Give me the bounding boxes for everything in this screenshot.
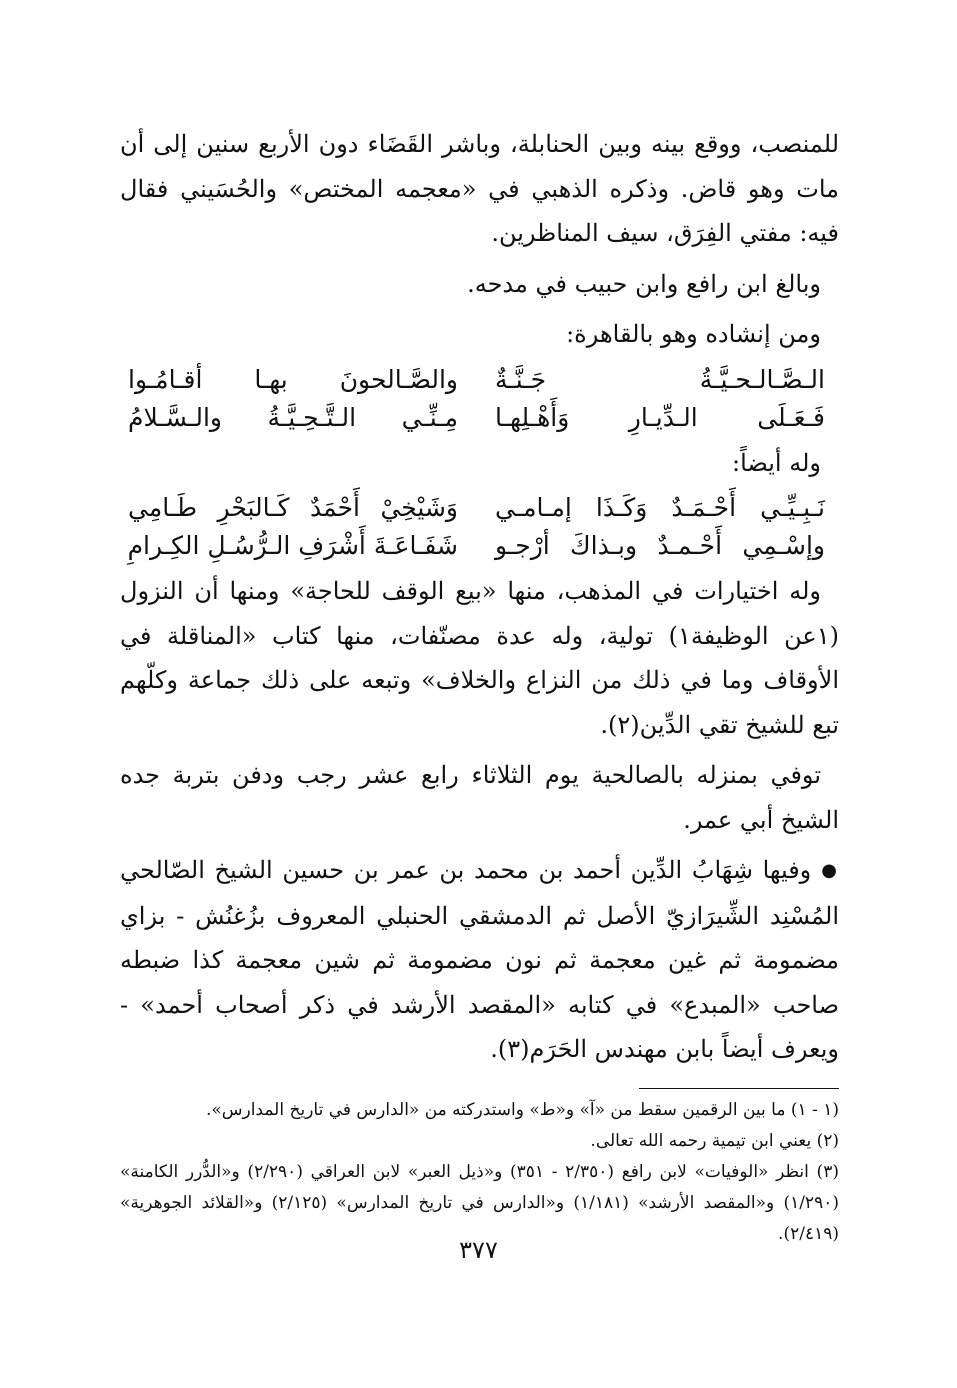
footnote-1: (١ - ١) ما بين الرقمين سقط من «آ» و«ط» واستدركته من «الدارس في تاريخ المدارس». — [205, 1099, 839, 1120]
paragraph-poem1-intro: ومن إنشاده وهو بالقاهرة: — [566, 320, 821, 348]
poem-hemistich-second: مِـنِّـي الـتَّـحِـيَّـةُ والـسَّـلامُ — [128, 402, 458, 432]
paragraph-opening: للمنصب، ووقع بينه وبين الحنابلة، وباشر القَضَاء دون الأربع سنين إلى أن مات وهو قاض. وذكره الذهبي في «معجمه المختص» والحُسَيني فقال فيه: مفتي الفِرَق، سيف المناظرين. — [120, 130, 840, 247]
page-number: ٣٧٧ — [459, 1236, 498, 1264]
footnote-2: (٢) يعني ابن تيمية رحمه الله تعالى. — [590, 1130, 839, 1151]
paragraph-choices: وله اختيارات في المذهب، منها «بيع الوقف للحاجة» ومنها أن النزول (١عن الوظيفة١) تولية، وله عدة مصنّفات، منها كتاب «المناقلة في الأوقاف وما في ذلك من النزاع والخلاف» وتبعه على ذلك جماعة وكلّهم تبع للشيخ تقي الدِّين(٢). — [120, 577, 839, 739]
poem-salihiyya — [120, 361, 839, 437]
poem-hemistich-second: والصَّـالحونَ بهـا أقـامُـوا — [128, 364, 458, 394]
poem-hemistich-first: وإسْـمِي أَحْـمـدٌ وبـذاكَ أرْجـو — [495, 531, 825, 560]
poem-hemistich-second: وَشَيْخِيْ أَحْمَدٌ كَـالبَحْرِ طَـامِي — [128, 493, 458, 522]
paragraph-biography-entry: ● وفيها شِهَابُ الدِّين أحمد بن محمد بن عمر بن حسين الشيخ الصّالحي المُسْنِد الشِّيرَازيّ الأصل ثم الدمشقي الحنبلي المعروف بزُغنُش - بزاي مضمومة ثم غين معجمة ثم نون مضمومة ثم شين معجمة كذا ضبطه صاحب «المبدع» في كتابه «المقصد الأرشد في ذكر أصحاب أحمد» - ويعرف أيضاً بابن مهندس الحَرَم(٣). — [120, 848, 839, 1072]
footnote-divider — [639, 1088, 839, 1089]
paragraph-poem2-intro: وله أيضاً: — [732, 448, 821, 477]
poem-ahmad — [120, 489, 839, 565]
poem-verse — [120, 361, 839, 399]
poem-hemistich-first: الـصَّـالـحـيَّـةُ جَـنَّـةٌ — [495, 364, 825, 394]
poem-verse — [120, 399, 839, 437]
poem-hemistich-second: شَفَـاعَـةَ أَشْرَفِ الـرُّسُـلِ الكِـرامِ — [127, 531, 458, 560]
poem-verse — [120, 489, 839, 527]
paragraph-death: توفي بمنزله بالصالحية يوم الثلاثاء رابع عشر رجب ودفن بتربة جده الشيخ أبي عمر. — [120, 761, 839, 834]
poem-hemistich-first: فَـعَـلَى الـدِّيـارِ وَأَهْـلِهـا — [495, 402, 825, 432]
poem-verse — [120, 527, 839, 565]
footnotes — [120, 1095, 839, 1250]
poem-hemistich-first: نَـبِـيِّـي أَحْـمَـدٌ وَكَـذَا إمـامـي — [495, 493, 825, 522]
footnote-3: (٣) انظر «الوفيات» لابن رافع (٢/٣٥٠ - ٣٥١) و«ذيل العبر» لابن العراقي (٢/٢٩٠) و«الدُّرر الكامنة» (١/٢٩٠) و«المقصد الأرشد» (١/١٨١) و«الدارس في تاريخ المدارس» (٢/١٢٥) و«القلائد الجوهرية» (٢/٤١٩). — [120, 1161, 839, 1244]
paragraph-praise: وبالغ ابن رافع وابن حبيب في مدحه. — [467, 269, 821, 298]
